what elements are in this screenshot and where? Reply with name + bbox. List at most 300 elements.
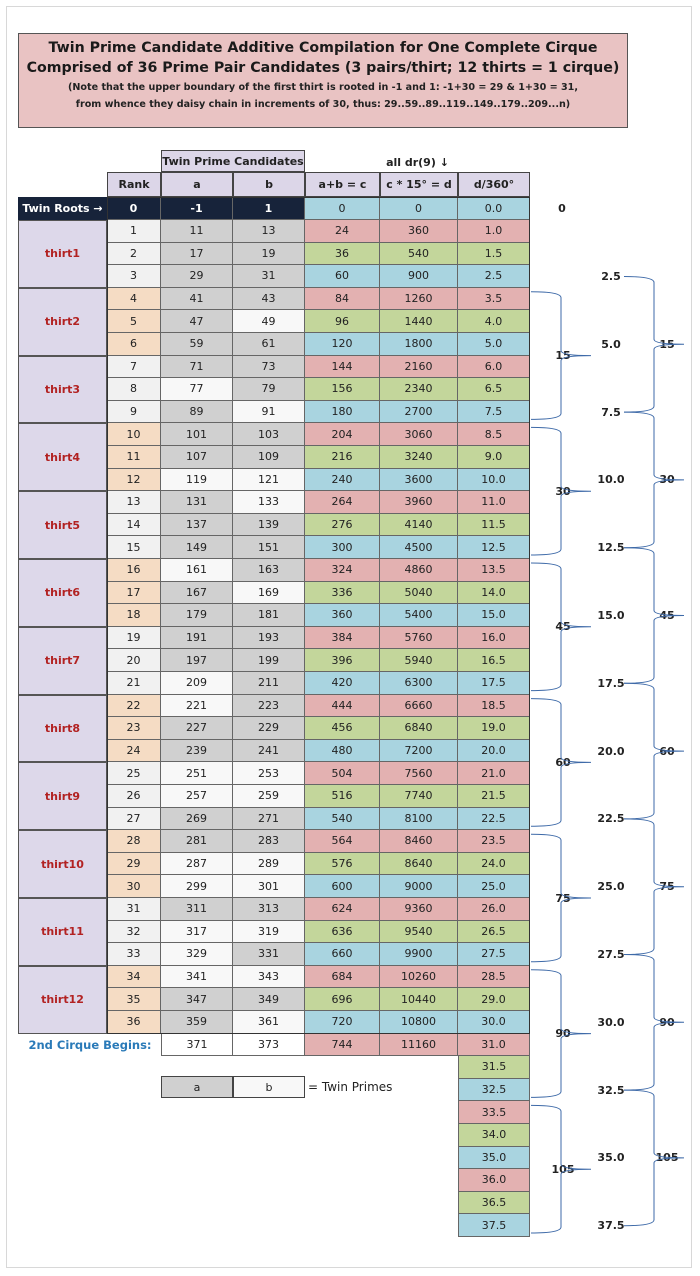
bracket bbox=[531, 970, 591, 1098]
b-cell: 343 bbox=[233, 966, 305, 989]
b-cell: 31 bbox=[233, 265, 305, 288]
bracket bbox=[531, 699, 591, 827]
b-cell: 289 bbox=[233, 853, 305, 876]
bracket bbox=[624, 819, 684, 955]
header-e: d/360° bbox=[458, 172, 530, 197]
b-cell: 61 bbox=[233, 333, 305, 356]
b-cell: 109 bbox=[233, 446, 305, 469]
side-label-b: 5.0 bbox=[601, 337, 621, 351]
b-cell: 181 bbox=[233, 604, 305, 627]
a-cell: 341 bbox=[161, 966, 233, 989]
d-cell: 1800 bbox=[380, 333, 458, 356]
d-cell: 6300 bbox=[380, 672, 458, 695]
thirt-label: thirt3 bbox=[18, 356, 107, 424]
a-cell: 257 bbox=[161, 785, 233, 808]
bracket bbox=[624, 277, 684, 413]
extra-e-cell: 36.5 bbox=[458, 1192, 530, 1215]
d-cell: 900 bbox=[380, 265, 458, 288]
rank-cell: 25 bbox=[107, 762, 161, 785]
e-cell: 29.0 bbox=[458, 988, 530, 1011]
side-label-b: 17.5 bbox=[597, 676, 625, 690]
extra-e-cell: 34.0 bbox=[458, 1124, 530, 1147]
rank-cell: 21 bbox=[107, 672, 161, 695]
side-label-a: 15 bbox=[555, 349, 571, 363]
d-cell: 8640 bbox=[380, 853, 458, 876]
twin-roots-b: 1 bbox=[233, 197, 305, 220]
e-cell: 26.0 bbox=[458, 898, 530, 921]
rank-cell: 11 bbox=[107, 446, 161, 469]
c-cell: 684 bbox=[305, 966, 380, 989]
extra-e-cell: 31.5 bbox=[458, 1056, 530, 1079]
thirt-label: thirt5 bbox=[18, 491, 107, 559]
e-cell: 11.5 bbox=[458, 514, 530, 537]
rank-cell: 5 bbox=[107, 310, 161, 333]
title-line-2: Comprised of 36 Prime Pair Candidates (3 pairs/thirt; 12 thirts = 1 cirque) bbox=[26, 60, 620, 76]
c-cell: 696 bbox=[305, 988, 380, 1011]
e-cell: 8.5 bbox=[458, 423, 530, 446]
b-cell: 283 bbox=[233, 830, 305, 853]
e-cell: 9.0 bbox=[458, 446, 530, 469]
e-cell: 1.0 bbox=[458, 220, 530, 243]
side-label-b: 2.5 bbox=[601, 270, 621, 283]
c-cell: 504 bbox=[305, 762, 380, 785]
b-cell: 199 bbox=[233, 649, 305, 672]
a-cell: 179 bbox=[161, 604, 233, 627]
rank-cell: 13 bbox=[107, 491, 161, 514]
d-cell: 10440 bbox=[380, 988, 458, 1011]
a-cell: 251 bbox=[161, 762, 233, 785]
c-cell: 384 bbox=[305, 627, 380, 650]
e-cell: 16.5 bbox=[458, 649, 530, 672]
b-cell: 301 bbox=[233, 875, 305, 898]
d-cell: 7200 bbox=[380, 740, 458, 763]
e-cell: 4.0 bbox=[458, 310, 530, 333]
b-cell: 43 bbox=[233, 288, 305, 311]
a-cell: 131 bbox=[161, 491, 233, 514]
d-cell: 10260 bbox=[380, 966, 458, 989]
title-note-2: from whence they daisy chain in increments of 30, thus: 29..59..89..119..149..179..209...n) bbox=[75, 99, 571, 110]
rank-cell: 17 bbox=[107, 582, 161, 605]
a-cell: 137 bbox=[161, 514, 233, 537]
side-label-a: 30 bbox=[555, 484, 571, 498]
b-cell: 91 bbox=[233, 401, 305, 424]
d-cell: 360 bbox=[380, 220, 458, 243]
bracket bbox=[531, 292, 591, 420]
bracket bbox=[624, 955, 684, 1091]
thirt-label: thirt7 bbox=[18, 627, 107, 695]
thirt-label: thirt6 bbox=[18, 559, 107, 627]
second-cirque-b: 373 bbox=[233, 1034, 305, 1057]
d-cell: 3240 bbox=[380, 446, 458, 469]
bracket bbox=[531, 563, 591, 691]
side-label-b: 12.5 bbox=[597, 541, 625, 555]
twin-roots-d: 0 bbox=[380, 197, 458, 220]
rank-cell: 28 bbox=[107, 830, 161, 853]
second-cirque-d: 11160 bbox=[380, 1034, 458, 1057]
rank-cell: 7 bbox=[107, 356, 161, 379]
side-label-b: 10.0 bbox=[597, 473, 625, 487]
e-cell: 2.5 bbox=[458, 265, 530, 288]
c-cell: 720 bbox=[305, 1011, 380, 1034]
rank-cell: 33 bbox=[107, 943, 161, 966]
a-cell: 287 bbox=[161, 853, 233, 876]
b-cell: 349 bbox=[233, 988, 305, 1011]
c-cell: 276 bbox=[305, 514, 380, 537]
thirt-label: thirt2 bbox=[18, 288, 107, 356]
a-cell: 239 bbox=[161, 740, 233, 763]
header-b: b bbox=[233, 172, 305, 197]
b-cell: 271 bbox=[233, 808, 305, 831]
a-cell: 71 bbox=[161, 356, 233, 379]
d-cell: 4860 bbox=[380, 559, 458, 582]
thirt-label: thirt8 bbox=[18, 695, 107, 763]
bracket bbox=[531, 1105, 591, 1233]
a-cell: 281 bbox=[161, 830, 233, 853]
rank-cell: 16 bbox=[107, 559, 161, 582]
thirt-label: thirt10 bbox=[18, 830, 107, 898]
side-label-b: 25.0 bbox=[597, 880, 625, 894]
d-cell: 1440 bbox=[380, 310, 458, 333]
e-cell: 14.0 bbox=[458, 582, 530, 605]
c-cell: 360 bbox=[305, 604, 380, 627]
b-cell: 193 bbox=[233, 627, 305, 650]
a-cell: 149 bbox=[161, 536, 233, 559]
b-cell: 103 bbox=[233, 423, 305, 446]
thirt-label: thirt12 bbox=[18, 966, 107, 1034]
c-cell: 480 bbox=[305, 740, 380, 763]
c-cell: 264 bbox=[305, 491, 380, 514]
e-cell: 20.0 bbox=[458, 740, 530, 763]
e-cell: 13.5 bbox=[458, 559, 530, 582]
d-cell: 8460 bbox=[380, 830, 458, 853]
a-cell: 41 bbox=[161, 288, 233, 311]
second-cirque-e: 31.0 bbox=[458, 1034, 530, 1057]
d-cell: 3060 bbox=[380, 423, 458, 446]
rank-cell: 26 bbox=[107, 785, 161, 808]
a-cell: 77 bbox=[161, 378, 233, 401]
a-cell: 89 bbox=[161, 401, 233, 424]
rank-cell: 18 bbox=[107, 604, 161, 627]
d-cell: 9360 bbox=[380, 898, 458, 921]
d-cell: 6660 bbox=[380, 695, 458, 718]
a-cell: 329 bbox=[161, 943, 233, 966]
rank-cell: 31 bbox=[107, 898, 161, 921]
rank-cell: 29 bbox=[107, 853, 161, 876]
c-cell: 120 bbox=[305, 333, 380, 356]
b-cell: 241 bbox=[233, 740, 305, 763]
e-cell: 24.0 bbox=[458, 853, 530, 876]
a-cell: 191 bbox=[161, 627, 233, 650]
a-cell: 167 bbox=[161, 582, 233, 605]
e-cell: 21.0 bbox=[458, 762, 530, 785]
bracket bbox=[624, 683, 684, 819]
e-cell: 17.5 bbox=[458, 672, 530, 695]
rank-cell: 10 bbox=[107, 423, 161, 446]
bracket bbox=[531, 427, 591, 555]
e-cell: 18.5 bbox=[458, 695, 530, 718]
e-cell: 22.5 bbox=[458, 808, 530, 831]
extra-e-cell: 35.0 bbox=[458, 1147, 530, 1170]
a-cell: 29 bbox=[161, 265, 233, 288]
header-rank: Rank bbox=[107, 172, 161, 197]
d-cell: 5040 bbox=[380, 582, 458, 605]
a-cell: 11 bbox=[161, 220, 233, 243]
e-cell: 7.5 bbox=[458, 401, 530, 424]
side-label-c: 60 bbox=[659, 744, 675, 758]
a-cell: 17 bbox=[161, 243, 233, 266]
d-cell: 8100 bbox=[380, 808, 458, 831]
a-cell: 47 bbox=[161, 310, 233, 333]
twin-roots-rank: 0 bbox=[107, 197, 161, 220]
e-cell: 12.5 bbox=[458, 536, 530, 559]
side-label-a: 90 bbox=[555, 1027, 571, 1041]
thirt-label: thirt11 bbox=[18, 898, 107, 966]
rank-cell: 30 bbox=[107, 875, 161, 898]
b-cell: 49 bbox=[233, 310, 305, 333]
b-cell: 73 bbox=[233, 356, 305, 379]
side-zero: 0 bbox=[558, 202, 566, 215]
header-all-dr9: all dr(9) ↓ bbox=[386, 155, 449, 169]
b-cell: 13 bbox=[233, 220, 305, 243]
legend-text: = Twin Primes bbox=[308, 1080, 393, 1094]
a-cell: 107 bbox=[161, 446, 233, 469]
e-cell: 28.5 bbox=[458, 966, 530, 989]
d-cell: 3600 bbox=[380, 469, 458, 492]
bracket bbox=[531, 834, 591, 962]
header-d: c * 15° = d bbox=[380, 172, 458, 197]
extra-e-cell: 33.5 bbox=[458, 1101, 530, 1124]
b-cell: 19 bbox=[233, 243, 305, 266]
b-cell: 211 bbox=[233, 672, 305, 695]
header-a: a bbox=[161, 172, 233, 197]
a-cell: 161 bbox=[161, 559, 233, 582]
e-cell: 23.5 bbox=[458, 830, 530, 853]
side-label-b: 27.5 bbox=[597, 948, 625, 961]
c-cell: 36 bbox=[305, 243, 380, 266]
a-cell: 317 bbox=[161, 921, 233, 944]
rank-cell: 22 bbox=[107, 695, 161, 718]
side-label-c: 75 bbox=[659, 880, 675, 894]
e-cell: 25.0 bbox=[458, 875, 530, 898]
b-cell: 331 bbox=[233, 943, 305, 966]
a-cell: 227 bbox=[161, 717, 233, 740]
legend-b: b bbox=[233, 1076, 305, 1098]
c-cell: 516 bbox=[305, 785, 380, 808]
side-label-b: 30.0 bbox=[597, 1015, 625, 1029]
c-cell: 444 bbox=[305, 695, 380, 718]
a-cell: 221 bbox=[161, 695, 233, 718]
side-label-a: 60 bbox=[555, 755, 571, 769]
extra-e-cell: 32.5 bbox=[458, 1079, 530, 1102]
twin-roots-a: -1 bbox=[161, 197, 233, 220]
side-label-b: 37.5 bbox=[597, 1219, 625, 1233]
side-label-b: 32.5 bbox=[597, 1083, 625, 1097]
d-cell: 2340 bbox=[380, 378, 458, 401]
d-cell: 5760 bbox=[380, 627, 458, 650]
bracket bbox=[624, 412, 684, 548]
twin-roots-label: Twin Roots → bbox=[18, 197, 107, 220]
c-cell: 144 bbox=[305, 356, 380, 379]
d-cell: 4500 bbox=[380, 536, 458, 559]
rank-cell: 12 bbox=[107, 469, 161, 492]
b-cell: 313 bbox=[233, 898, 305, 921]
rank-cell: 8 bbox=[107, 378, 161, 401]
bracket bbox=[624, 1090, 684, 1226]
c-cell: 456 bbox=[305, 717, 380, 740]
twin-roots-c: 0 bbox=[305, 197, 380, 220]
d-cell: 540 bbox=[380, 243, 458, 266]
side-label-c: 45 bbox=[659, 609, 675, 622]
a-cell: 299 bbox=[161, 875, 233, 898]
rank-cell: 32 bbox=[107, 921, 161, 944]
b-cell: 259 bbox=[233, 785, 305, 808]
a-cell: 119 bbox=[161, 469, 233, 492]
c-cell: 336 bbox=[305, 582, 380, 605]
d-cell: 2700 bbox=[380, 401, 458, 424]
b-cell: 79 bbox=[233, 378, 305, 401]
side-label-c: 90 bbox=[659, 1015, 675, 1029]
side-label-a: 45 bbox=[555, 620, 571, 634]
d-cell: 5400 bbox=[380, 604, 458, 627]
e-cell: 6.0 bbox=[458, 356, 530, 379]
twin-roots-e: 0.0 bbox=[458, 197, 530, 220]
rank-cell: 1 bbox=[107, 220, 161, 243]
rank-cell: 19 bbox=[107, 627, 161, 650]
d-cell: 5940 bbox=[380, 649, 458, 672]
c-cell: 324 bbox=[305, 559, 380, 582]
header-twin-prime-candidates: Twin Prime Candidates bbox=[161, 150, 305, 172]
d-cell: 9900 bbox=[380, 943, 458, 966]
a-cell: 209 bbox=[161, 672, 233, 695]
b-cell: 169 bbox=[233, 582, 305, 605]
side-label-c: 15 bbox=[659, 337, 675, 351]
b-cell: 223 bbox=[233, 695, 305, 718]
e-cell: 5.0 bbox=[458, 333, 530, 356]
c-cell: 156 bbox=[305, 378, 380, 401]
d-cell: 6840 bbox=[380, 717, 458, 740]
d-cell: 1260 bbox=[380, 288, 458, 311]
rank-cell: 9 bbox=[107, 401, 161, 424]
title-note-1: (Note that the upper boundary of the first thirt is rooted in -1 and 1: -1+30 = 29 & 1+30 = 31, bbox=[68, 82, 578, 93]
side-label-b: 20.0 bbox=[597, 744, 625, 758]
b-cell: 151 bbox=[233, 536, 305, 559]
b-cell: 121 bbox=[233, 469, 305, 492]
c-cell: 636 bbox=[305, 921, 380, 944]
b-cell: 133 bbox=[233, 491, 305, 514]
second-cirque-a: 371 bbox=[161, 1034, 233, 1057]
rank-cell: 23 bbox=[107, 717, 161, 740]
e-cell: 15.0 bbox=[458, 604, 530, 627]
rank-cell: 35 bbox=[107, 988, 161, 1011]
c-cell: 396 bbox=[305, 649, 380, 672]
rank-cell: 14 bbox=[107, 514, 161, 537]
e-cell: 16.0 bbox=[458, 627, 530, 650]
e-cell: 27.5 bbox=[458, 943, 530, 966]
d-cell: 3960 bbox=[380, 491, 458, 514]
c-cell: 240 bbox=[305, 469, 380, 492]
b-cell: 361 bbox=[233, 1011, 305, 1034]
thirt-label: thirt1 bbox=[18, 220, 107, 288]
rank-cell: 24 bbox=[107, 740, 161, 763]
second-cirque-label: 2nd Cirque Begins: bbox=[28, 1037, 152, 1052]
b-cell: 319 bbox=[233, 921, 305, 944]
side-label-b: 15.0 bbox=[597, 609, 625, 622]
c-cell: 180 bbox=[305, 401, 380, 424]
side-label-b: 35.0 bbox=[597, 1151, 625, 1165]
extra-e-cell: 37.5 bbox=[458, 1214, 530, 1237]
e-cell: 19.0 bbox=[458, 717, 530, 740]
b-cell: 139 bbox=[233, 514, 305, 537]
side-label-c: 105 bbox=[655, 1151, 679, 1165]
e-cell: 11.0 bbox=[458, 491, 530, 514]
rank-cell: 27 bbox=[107, 808, 161, 831]
rank-cell: 2 bbox=[107, 243, 161, 266]
a-cell: 359 bbox=[161, 1011, 233, 1034]
d-cell: 2160 bbox=[380, 356, 458, 379]
b-cell: 229 bbox=[233, 717, 305, 740]
side-label-c: 30 bbox=[659, 473, 675, 487]
header-c: a+b = c bbox=[305, 172, 380, 197]
rank-cell: 20 bbox=[107, 649, 161, 672]
c-cell: 624 bbox=[305, 898, 380, 921]
c-cell: 84 bbox=[305, 288, 380, 311]
c-cell: 216 bbox=[305, 446, 380, 469]
d-cell: 10800 bbox=[380, 1011, 458, 1034]
a-cell: 59 bbox=[161, 333, 233, 356]
d-cell: 7740 bbox=[380, 785, 458, 808]
d-cell: 9000 bbox=[380, 875, 458, 898]
c-cell: 300 bbox=[305, 536, 380, 559]
c-cell: 600 bbox=[305, 875, 380, 898]
c-cell: 540 bbox=[305, 808, 380, 831]
a-cell: 269 bbox=[161, 808, 233, 831]
d-cell: 7560 bbox=[380, 762, 458, 785]
e-cell: 10.0 bbox=[458, 469, 530, 492]
rank-cell: 4 bbox=[107, 288, 161, 311]
extra-e-cell: 36.0 bbox=[458, 1169, 530, 1192]
thirt-label: thirt4 bbox=[18, 423, 107, 491]
e-cell: 3.5 bbox=[458, 288, 530, 311]
b-cell: 163 bbox=[233, 559, 305, 582]
bracket bbox=[624, 548, 684, 684]
e-cell: 6.5 bbox=[458, 378, 530, 401]
side-label-a: 75 bbox=[555, 891, 571, 905]
e-cell: 21.5 bbox=[458, 785, 530, 808]
title-line-1: Twin Prime Candidate Additive Compilation for One Complete Cirque bbox=[48, 40, 598, 56]
c-cell: 204 bbox=[305, 423, 380, 446]
rank-cell: 34 bbox=[107, 966, 161, 989]
e-cell: 30.0 bbox=[458, 1011, 530, 1034]
c-cell: 564 bbox=[305, 830, 380, 853]
c-cell: 576 bbox=[305, 853, 380, 876]
a-cell: 101 bbox=[161, 423, 233, 446]
second-cirque-c: 744 bbox=[305, 1034, 380, 1057]
a-cell: 311 bbox=[161, 898, 233, 921]
c-cell: 420 bbox=[305, 672, 380, 695]
rank-cell: 36 bbox=[107, 1011, 161, 1034]
a-cell: 197 bbox=[161, 649, 233, 672]
a-cell: 347 bbox=[161, 988, 233, 1011]
c-cell: 660 bbox=[305, 943, 380, 966]
side-label-b: 22.5 bbox=[597, 812, 625, 826]
e-cell: 26.5 bbox=[458, 921, 530, 944]
d-cell: 4140 bbox=[380, 514, 458, 537]
side-label-a: 105 bbox=[551, 1162, 575, 1176]
c-cell: 24 bbox=[305, 220, 380, 243]
e-cell: 1.5 bbox=[458, 243, 530, 266]
rank-cell: 3 bbox=[107, 265, 161, 288]
side-label-b: 7.5 bbox=[601, 405, 621, 419]
